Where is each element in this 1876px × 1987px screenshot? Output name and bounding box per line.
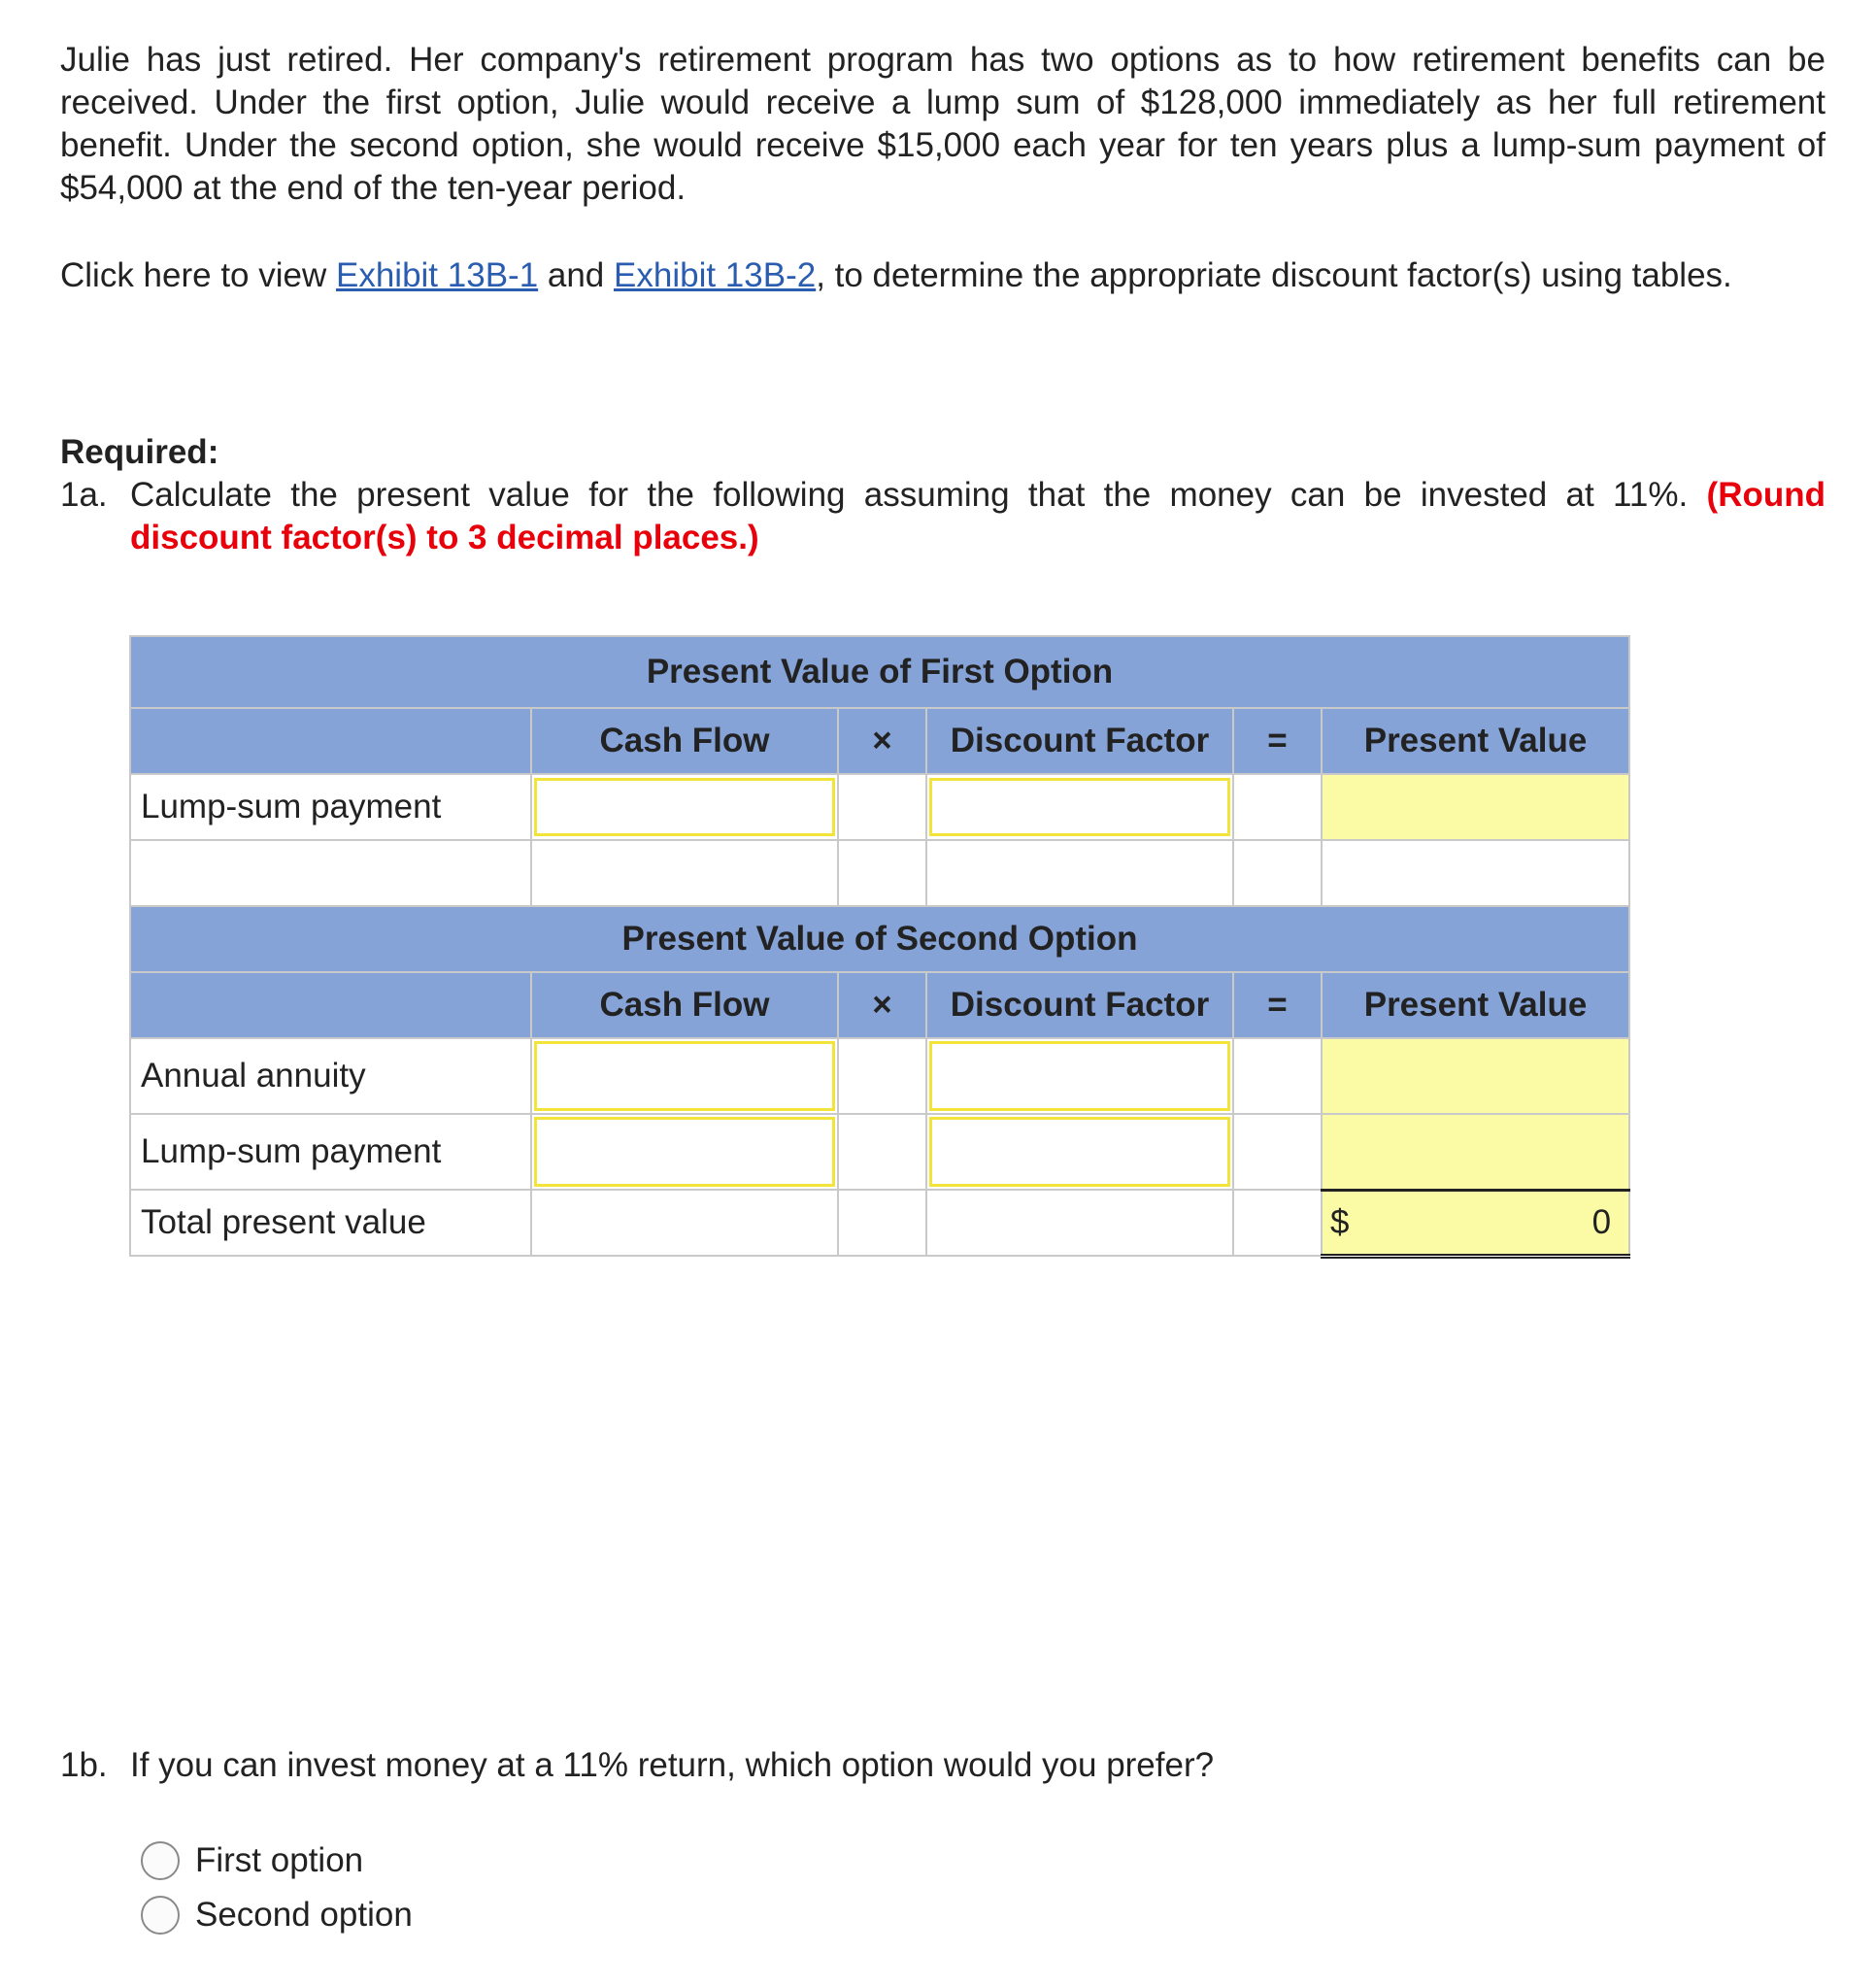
empty-cell — [531, 1190, 838, 1256]
header-times: × — [838, 972, 926, 1038]
exhibit-13b-2-link[interactable]: Exhibit 13B-2 — [614, 256, 817, 294]
first-lump-sum-discount-factor-input[interactable] — [929, 778, 1230, 836]
header-blank — [130, 708, 531, 774]
second-option-choice[interactable] — [141, 1888, 413, 1942]
instructions-and: and — [538, 256, 615, 294]
instructions-suffix: , to determine the appropriate discount factor(s) using tables. — [816, 256, 1732, 294]
empty-cell — [1233, 1190, 1322, 1256]
rounding-note: (Round discount factor(s) to 3 decimal places.) — [130, 476, 1826, 556]
option-choices — [141, 1834, 413, 1942]
present-value-table — [129, 635, 1630, 1259]
annuity-present-value — [1322, 1038, 1629, 1114]
first-option-label: First option — [195, 1841, 364, 1879]
header-discount-factor: Discount Factor — [926, 708, 1233, 774]
exhibit-13b-1-link[interactable]: Exhibit 13B-1 — [335, 256, 539, 294]
header-equals: = — [1233, 708, 1322, 774]
question-1a — [60, 474, 1826, 559]
spacer-cell — [1322, 840, 1629, 906]
header-blank — [130, 972, 531, 1038]
annuity-discount-factor-input[interactable] — [929, 1041, 1230, 1111]
problem-statement: Julie has just retired. Her company's retirement program has two options as to how retirement benefits can be received. Under the first option, Julie would receive a lump sum of $128,000 immediately as her full retirement benefit. Under the second option, she would receive $15,000 each year for ten years plus a lump-sum payment of $54,000 at the end of the ten-year period. — [60, 41, 1826, 207]
question-1b-number: 1b. — [60, 1746, 108, 1784]
row-label-annual-annuity: Annual annuity — [130, 1038, 531, 1114]
first-option-title: Present Value of First Option — [130, 636, 1629, 708]
second-lump-sum-present-value — [1322, 1114, 1629, 1190]
row-label-first-lump-sum: Lump-sum payment — [130, 774, 531, 840]
total-present-value: 0 — [1591, 1202, 1612, 1241]
question-1a-text: Calculate the present value for the following assuming that the money can be invested at 11%. — [130, 476, 1707, 514]
spacer-cell — [531, 840, 838, 906]
empty-cell — [838, 1190, 926, 1256]
exhibit-instructions — [60, 254, 1826, 297]
first-option-choice[interactable] — [141, 1834, 413, 1888]
empty-cell — [1233, 774, 1322, 840]
header-present-value: Present Value — [1322, 708, 1629, 774]
second-lump-sum-cash-flow-input[interactable] — [534, 1117, 835, 1187]
question-1a-number: 1a. — [60, 476, 108, 514]
empty-cell — [1233, 1114, 1322, 1190]
annuity-cash-flow-input[interactable] — [534, 1041, 835, 1111]
header-present-value: Present Value — [1322, 972, 1629, 1038]
second-option-label: Second option — [195, 1896, 413, 1934]
total-present-value-cell — [1322, 1190, 1629, 1256]
empty-cell — [926, 1190, 1233, 1256]
row-label-total: Total present value — [130, 1190, 531, 1256]
header-times: × — [838, 708, 926, 774]
empty-cell — [838, 774, 926, 840]
total-currency: $ — [1330, 1202, 1350, 1241]
spacer-cell — [926, 840, 1233, 906]
first-lump-sum-cash-flow-input[interactable] — [534, 778, 835, 836]
header-discount-factor: Discount Factor — [926, 972, 1233, 1038]
header-cash-flow: Cash Flow — [531, 708, 838, 774]
question-1b — [60, 1744, 1826, 1787]
second-lump-sum-discount-factor-input[interactable] — [929, 1117, 1230, 1187]
header-cash-flow: Cash Flow — [531, 972, 838, 1038]
first-option-radio[interactable] — [141, 1841, 180, 1880]
second-option-title: Present Value of Second Option — [130, 906, 1629, 972]
instructions-prefix: Click here to view — [60, 256, 336, 294]
required-heading: Required: — [60, 433, 219, 471]
empty-cell — [1233, 1038, 1322, 1114]
spacer-cell — [130, 840, 531, 906]
header-equals: = — [1233, 972, 1322, 1038]
spacer-cell — [838, 840, 926, 906]
second-option-radio[interactable] — [141, 1896, 180, 1935]
empty-cell — [838, 1038, 926, 1114]
spacer-cell — [1233, 840, 1322, 906]
question-1b-text: If you can invest money at a 11% return, which option would you prefer? — [130, 1746, 1215, 1784]
first-lump-sum-present-value — [1322, 774, 1629, 840]
row-label-second-lump-sum: Lump-sum payment — [130, 1114, 531, 1190]
empty-cell — [838, 1114, 926, 1190]
